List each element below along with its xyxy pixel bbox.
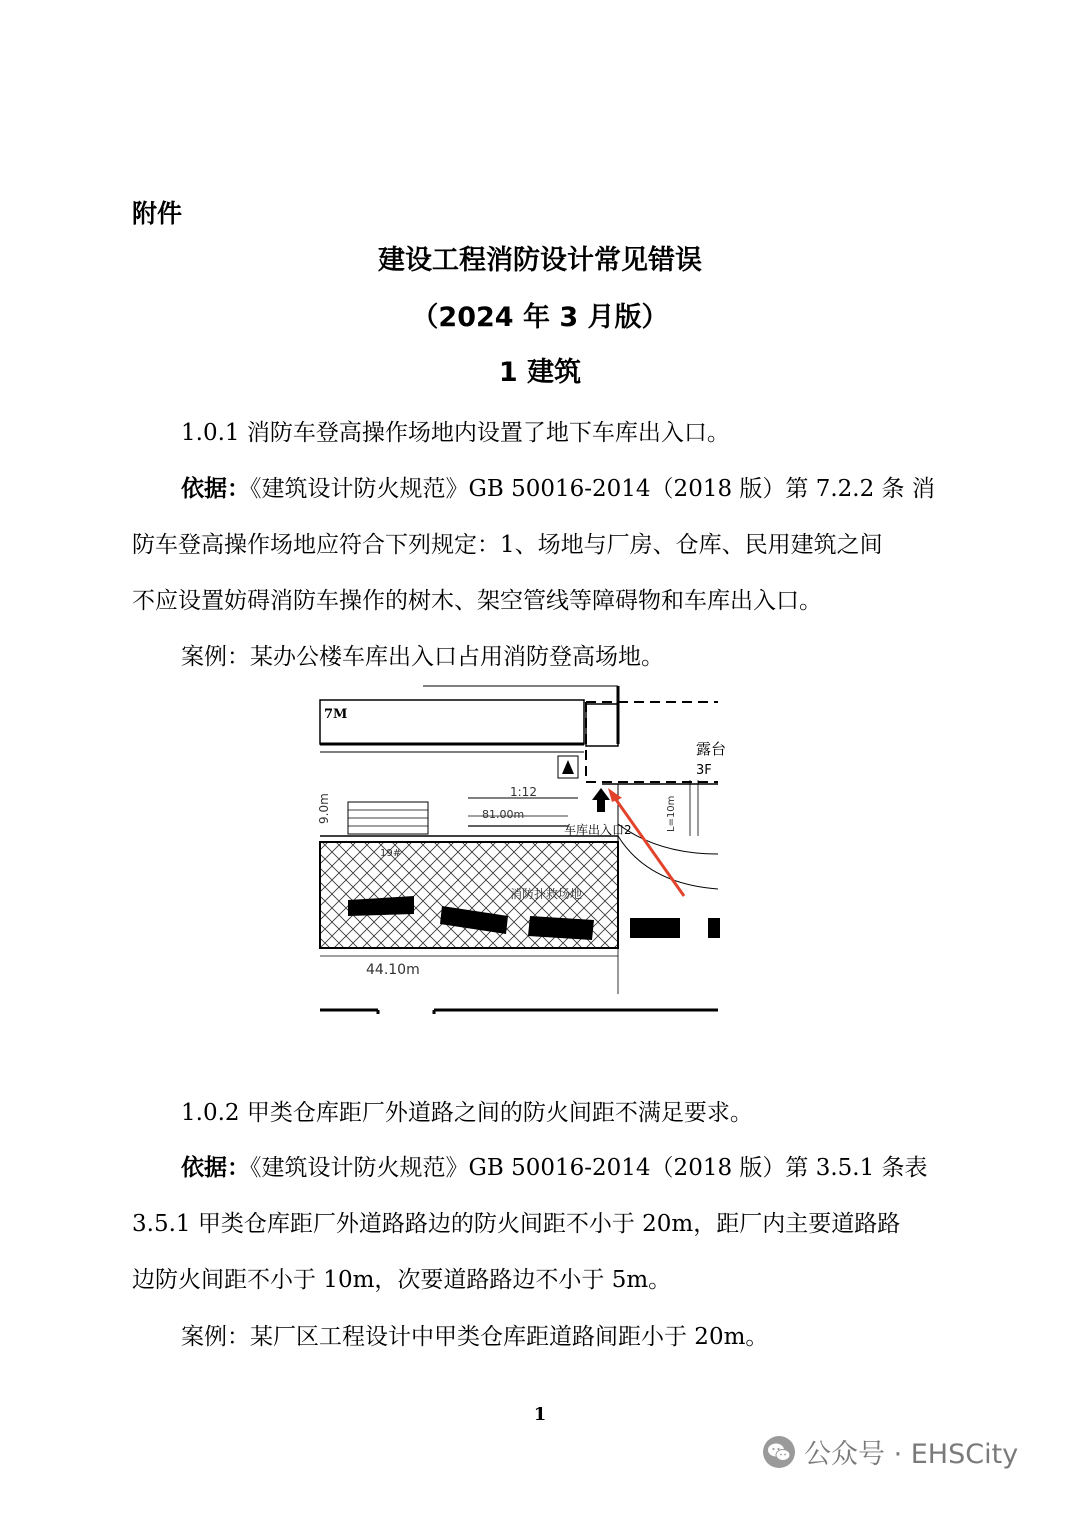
chapter-heading: 1 建筑 — [498, 357, 582, 388]
label-dim-length: 81.00m — [482, 808, 525, 821]
item-basis-line: 边防火间距不小于 10m，次要道路路边不小于 5m。 — [132, 1267, 672, 1293]
label-vert: L=10m — [666, 795, 677, 832]
item-heading: 1.0.1 消防车登高操作场地内设置了地下车库出入口。 — [181, 420, 730, 446]
label-3f: 3F — [696, 763, 712, 778]
label-dim-bottom: 44.10m — [366, 962, 420, 978]
label-slope: 1:12 — [510, 785, 537, 799]
document-title: 建设工程消防设计常见错误 — [378, 245, 702, 276]
item-basis-line: 不应设置妨碍消防车操作的树木、架空管线等障碍物和车库出入口。 — [132, 588, 822, 614]
site-plan-figure — [317, 684, 727, 1016]
label-small: 19# — [380, 848, 402, 859]
label-terrace: 露台 — [696, 740, 727, 758]
basis-label: 依据： — [181, 475, 250, 502]
basis-text: 《建筑设计防火规范》GB 50016-2014（2018 版）第 7.2.2 条 消 — [250, 476, 935, 502]
basis-label: 依据： — [181, 1154, 250, 1181]
label-dim-width: 9.0m — [317, 793, 331, 824]
plan-building — [320, 700, 584, 744]
document-edition: （2024 年 3 月版） — [411, 302, 669, 333]
entrance-arrow — [592, 788, 610, 812]
label-entrance: 车库出入口2 — [564, 823, 632, 837]
annex-label: 附件 — [132, 199, 183, 228]
label-7m: 7M — [324, 707, 348, 722]
watermark — [762, 1432, 1018, 1471]
item-basis-line — [181, 1149, 951, 1182]
basis-text: 《建筑设计防火规范》GB 50016-2014（2018 版）第 3.5.1 条表 — [250, 1155, 928, 1181]
label-site: 消防扑救场地 — [510, 887, 583, 901]
item-case: 案例：某厂区工程设计中甲类仓库距道路间距小于 20m。 — [181, 1324, 769, 1350]
wechat-icon — [762, 1435, 796, 1469]
page-number: 1 — [533, 1404, 547, 1425]
watermark-text: 公众号 · EHSCity — [804, 1439, 1019, 1470]
item-basis-line — [181, 470, 951, 503]
item-basis-line: 3.5.1 甲类仓库距厂外道路路边的防火间距不小于 20m，距厂内主要道路路 — [132, 1211, 901, 1237]
item-basis-line: 防车登高操作场地应符合下列规定：1、场地与厂房、仓库、民用建筑之间 — [132, 532, 883, 558]
item-heading: 1.0.2 甲类仓库距厂外道路之间的防火间距不满足要求。 — [181, 1100, 753, 1126]
item-case: 案例：某办公楼车库出入口占用消防登高场地。 — [181, 644, 664, 670]
